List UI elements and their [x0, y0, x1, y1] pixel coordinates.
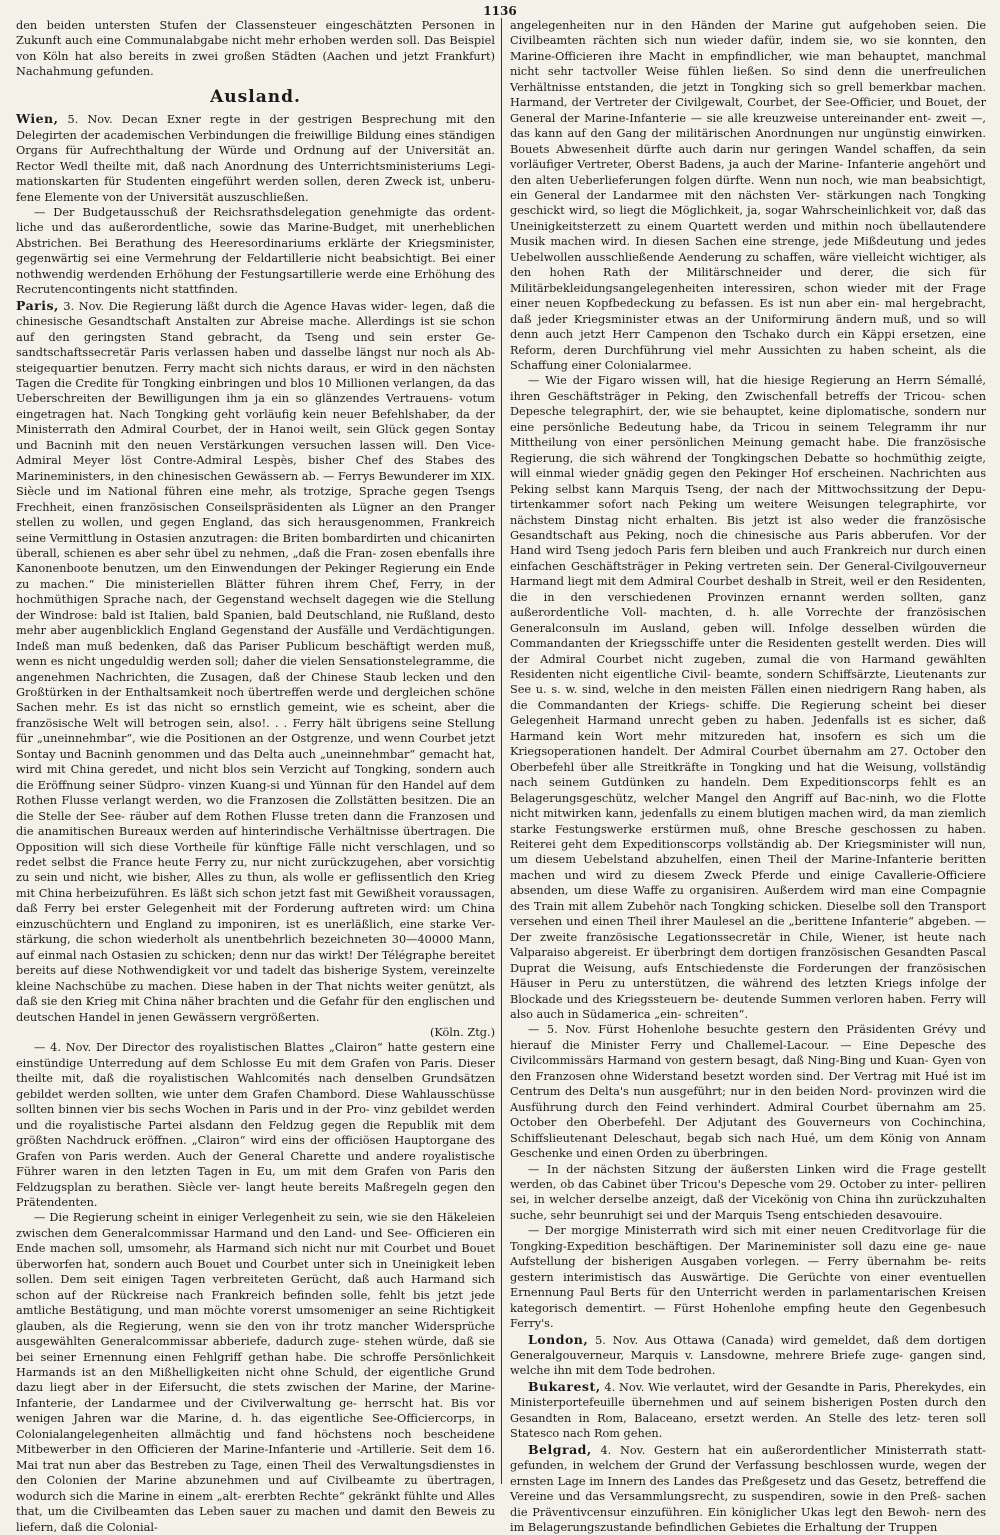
- article-paragraph: [16, 298, 495, 1025]
- columns: [16, 18, 986, 1534]
- article-text: 4. Nov. Gestern hat ein außerordentlicher Ministerrath statt- gefunden, in welchem der Grund der Verfassung beschlossen wurde, wegen der ernsten Lage im Innern des Landes das Preßgesetz und das Gesetz, betreffend die Vereine und das Versammlungsrecht, zu suspendiren, sowie in den Preß- sachen die Präventivcensur einzuführen. Ein königlicher Ukas legt den Bewoh- nern des im Belagerungszustande befindlichen Gebietes die Erhaltung der Truppen: [509, 1443, 986, 1534]
- article-paragraph: — In der nächsten Sitzung der äußersten Linken wird die Frage gestellt werden, ob das Cabinet über Tricou's Depesche vom 29. October zu inter- pelliren sei, in welcher derselbe anzeigt, daß der Vicekönig von China ihn zurückzuhalten suche, sehr beunruhigt sei und der Marquis Tseng entschieden desavouire.: [509, 1162, 986, 1222]
- article-text: 5. Nov. Decan Exner regte in der gestrigen Besprechung mit den Delegirten der academischen Verbindungen die freiwillige Bildung eines ständigen Organs für Aufrechthaltung der Würde und Ordnung auf der Universität an. Rector Wedl theilte mit, daß nach Anordnung des Unterrichtsministeriums Legi- mationskarten für Studenten eingeführt werden sollen, deren Zweck ist, unberu- fene Elemente von der Universität auszuschließen.: [16, 113, 495, 204]
- article-paragraph: den beiden untersten Stufen der Classensteuer eingeschätzten Personen in Zukunft auch eine Communalabgabe nicht mehr erhoben werden soll. Das Beispiel von Köln hat also bereits in zwei großen Städten (Aachen und jetzt Frankfurt) Nachahmung gefunden.: [16, 19, 495, 79]
- page-number: 1136: [483, 4, 517, 18]
- article-text: 5. Nov. Aus Ottawa (Canada) wird gemeldet, daß dem dortigen Generalgouverneur, Marquis v. Lansdowne, mehrere Briefe zuge- gangen sind, welche ihn mit dem Tode bedrohen.: [509, 1333, 986, 1378]
- source-citation: (Köln. Ztg.): [429, 1026, 495, 1039]
- article-paragraph: [510, 1332, 986, 1379]
- article-paragraph: — 4. Nov. Der Director des royalistischen Blattes „Clairon“ hatte gestern eine einstündige Unterredung auf dem Schlosse Eu mit dem Grafen von Paris. Dieser theilte mit, daß die royalistischen Wahlcomités nach denselben Grundsätzen gebildet werden sollten, wie unter dem Grafen Chambord. Diese Wahlausschüsse sollten binnen vier bis sechs Wochen in Paris und in der Pro- vinz gebildet werden und die royalistische Partei alsdann den Feldzug gegen die Republik mit dem größten Nachdruck eröffnen. „Clairon“ wird eins der officiösen Hauptorgane des Grafen von Paris werden. Auch der General Charette und andere royalistische Führer waren in den letzten Tagen in Eu, um mit dem Grafen von Paris den Feldzugsplan zu berathen. Siècle ver- langt heute bereits Maßregeln gegen den Prätendenten.: [16, 1041, 495, 1209]
- article-text: 3. Nov. Die Regierung läßt durch die Agence Havas wider- legen, daß die chinesische Gesandtschaft Anstalten zur Abreise mache. Allerdings ist sie schon auf den geringsten Stand gebracht, da Tseng und sein erster Ge- sandtschaftssecretär Paris verlassen haben und dasselbe längst nur noch als Ab- steigequartier benutzen. Ferry macht sich nichts daraus, er wird in den nächsten Tagen die Credite für Tongking einbringen und blos 10 Millionen verlangen, da das Ueberschreiten der Bewilligungen ihm ja ein so glänzendes Vertrauens- votum eingetragen hat. Nach Tongking geht vorläufig kein neuer Befehlshaber, da der Ministerrath den Admiral Courbet, der in Hanoi weilt, sein Glück gegen Sontay und Bacninh mit den neuen Verstärkungen versuchen lassen will. Den Vice-Admiral Meyer löst Contre-Admiral Lespès, bisher Chef des Stabes des Marineministers, in den chinesischen Gewässern ab. — Ferrys Bewunderer im XIX. Siècle und im National führen eine mehr, als trotzige, Sprache gegen Tsengs Frechheit, einen französischen Conseilspräsidenten als Lügner an den Pranger stellen zu wollen, und gegen England, das sich herausgenommen, Frankreich seine Vermittlung in Ostasien anzutragen: die Briten bombardirten und chicanirten überall, schienen es aber sehr übel zu nehmen, „daß die Fran- zosen ebenfalls ihre Kanonenboote benutzen, um den Einwendungen der Pekinger Regierung ein Ende zu machen.“ Die ministeriellen Blätter führen ihrem Chef, Ferry, in der hochmüthigen Sprache nach, der Gegenstand wechselt dagegen wie die Stellung der Windrose: bald ist Italien, bald Spanien, bald Deutschland, nie Rußland, desto mehr aber augenblicklich England Gegenstand der Ausfälle und Verdächtigungen. Indeß man muß bedenken, daß das Pariser Publicum beschäftigt werden muß, wenn es nicht ungeduldig werden soll; daher die vielen Sensationstelegramme, die angenehmen Nachrichten, die Zusagen, daß der Chinese Staub lecken und den Großtürken in der Enthaltsamkeit noch übertreffen werde und dergleichen schöne Sachen mehr. Es ist das nicht so ernstlich gemeint, wie es scheint, aber die französische Welt will betrogen sein, also!. . . Ferry hält übrigens seine Stellung für „uneinnehmbar“, wie die Positionen an der Ostgrenze, und wenn Courbet jetzt Sontay und Bacninh genommen und das Delta auch „uneinnehmbar“ gemacht hat, wird mit China geredet, und nicht blos sein Verzicht auf Tongking, sondern auch die Eröffnung seiner Südpro- vinzen Kuang-si und Yünnan für den Handel auf dem Rothen Flusse verlangt werden, wo die Franzosen die Zollstätten besitzen. Die an die Stelle der See- räuber auf dem Rothen Flusse treten dann die Franzosen und die anamitischen Bureaux werden auf hinterindische Verhältnisse übertragen. Die Opposition will sich diese Vortheile für künftige Fälle nicht verschlagen, und so redet selbst die France heute Ferry zu, nur nicht zurückzugehen, aber vorsichtig zu sein und nicht, wie bisher, Alles zu thun, als wolle er geflissentlich den Krieg mit China herbeizuführen. Es läßt sich schon jetzt fast mit Gewißheit voraussagen, daß Ferry bei erster Gelegenheit mit der Forderung auftreten wird: um China einzuschüchtern und England zu imponiren, ist es unerläßlich, eine starke Ver- stärkung, die schon wiederholt als unentbehrlich bezeichneten 30—40000 Mann, auf einmal nach Ostasien zu schicken; denn nur das wirkt! Der Télégraphe bereitet bereits auf diese Nothwendigkeit vor und tadelt das bisherige System, vereinzelte kleine Nachschübe zu machen. Diese haben in der That nichts weiter genützt, als daß sie den Krieg mit China näher brachten und die Gefahr für den englischen und deutschen Handel in jenen Gewässern vergrößerten.: [16, 299, 495, 1024]
- left-column: [16, 18, 501, 1534]
- dateline: Bukarest,: [527, 1378, 601, 1394]
- article-paragraph: [510, 1442, 986, 1535]
- article-paragraph: [16, 111, 495, 205]
- section-heading: Ausland.: [210, 86, 301, 107]
- right-column: [501, 18, 986, 1534]
- dateline: Paris,: [16, 297, 59, 313]
- dateline: Wien,: [16, 111, 59, 127]
- article-text: 4. Nov. Wie verlautet, wird der Gesandte in Paris, Pherekydes, ein Ministerportefeuille übernehmen und auf seinem bisherigen Posten durch den Gesandten in Rom, Balaceano, ersetzt werden. An Stelle des letz- teren soll Statesco nach Rom gehen.: [509, 1380, 986, 1441]
- article-paragraph: — Der morgige Ministerrath wird sich mit einer neuen Creditvorlage für die Tongking-Expedition beschäftigen. Der Marineminister soll dazu eine ge- naue Aufstellung der bisherigen Ausgaben vorlegen. — Ferry übernahm be- reits gestern interimistisch das Auswärtige. Die Gerüchte von einer eventuellen Ernennung Paul Berts für den Unterricht werden in parlamentarischen Kreisen kategorisch dementirt. — Fürst Hohenlohe empfing heute den Gegenbesuch Ferry's.: [509, 1224, 986, 1331]
- article-paragraph: — Wie der Figaro wissen will, hat die hiesige Regierung an Herrn Sémallé, ihren Geschäftsträger in Peking, den Zwischenfall betreffs der Tricou- schen Depesche telegraphirt, der, wie sie behauptet, keine diplomatische, sondern nur eine persönliche Bedeutung habe, da Tricou in seinem Telegramm ihr nur Mittheilung von einer persönlichen Meinung gemacht habe. Die französische Regierung, die sich während der Tongkingschen Debatte so hochmüthig zeigte, will einmal wieder gnädig gegen den Pekinger Hof erscheinen. Nachrichten aus Peking selbst kann Marquis Tseng, der nach der Mittwochssitzung der Depu- tirtenkammer sofort nach Peking um weitere Weisungen telegraphirte, vor nächstem Dinstag nicht erhalten. Bis jetzt ist also weder die französische Gesandtschaft aus Peking, noch die chinesische aus Paris abberufen. Vor der Hand wird Tseng jedoch Paris fern bleiben und auch Frankreich nur durch einen einfachen Geschäftsträger in Peking vertreten sein. Der General-Civilgouverneur Harmand liegt mit dem Admiral Courbet deshalb in Streit, weil er den Residenten, die in den verschiedenen Provinzen ernannt werden sollten, ganz außerordentliche Voll- machten, d. h. alle Vorrechte der französischen Generalconsuln im Ausland, geben will. Infolge desselben würden die Commandanten der Kriegsschiffe unter die Residenten gestellt werden. Dies will der Admiral Courbet nicht zugeben, zumal die von Harmand gewählten Residenten nicht eigentliche Civil- beamte, sondern Schiffsärzte, Lieutenants zur See u. s. w. sind, welche in den meisten Fällen einen niedrigern Rang haben, als die Commandanten der Kriegs- schiffe. Die Regierung scheint bei dieser Gelegenheit Harmand unrecht geben zu haben. Jedenfalls ist es sicher, daß Harmand kein Wort mehr mitzureden hat, insofern es sich um die Kriegsoperationen handelt. Der Admiral Courbet übernahm am 27. October den Oberbefehl über alle Streitkräfte in Tongking und hat die Weisung, vollständig nach seinem Gutdünken zu handeln. Dem Expeditionscorps fehlt es an Belagerungsgeschütz, welcher Mangel den Angriff auf Bac-ninh, wo die Flotte nicht mitwirken kann, jedenfalls zu einem blutigen machen wird, da man ziemlich starke Festungswerke erstürmen muß, ohne Bresche geschossen zu haben. Reiterei geht dem Expeditionscorps vollständig ab. Der Kriegsminister will nun, um diesem Uebelstand abzuhelfen, einen Theil der Marine-Infanterie beritten machen und wird zu diesem Zweck Pferde und einige Cavallerie-Officiere absenden, um diese Waffe zu organisiren. Außerdem wird man eine Compagnie des Train mit allem Zubehör nach Tongking schicken. Dieselbe soll den Transport versehen und einen Theil ihrer Maulesel an die „berittene Infanterie“ abgeben. — Der zweite französische Legationssecretär in Chile, Wiener, ist heute nach Valparaiso abgereist. Er überbringt dem dortigen französischen Gesandten Pascal Duprat die Weisung, aufs Entschiedenste die Forderungen der französischen Häuser in Peru zu unterstützen, die während des letzten Kriegs infolge der Blockade und des Kriegssteuern be- deutende Summen verloren haben. Ferry will also auch in Südamerica „ein- schreiten“.: [509, 374, 986, 1021]
- article-paragraph: [510, 1379, 986, 1442]
- dateline: London,: [527, 1331, 589, 1347]
- dateline: Belgrad,: [527, 1441, 592, 1457]
- article-paragraph: angelegenheiten nur in den Händen der Marine gut aufgehoben seien. Die Civilbeamten rächten sich nun wieder dafür, indem sie, wo sie konnten, den Marine-Officieren ihre Macht in empfindlicher, wie man behauptet, manchmal nicht sehr tactvoller Weise fühlen ließen. So sind denn die unerfreulichen Verhältnisse entstanden, die jetzt in Tongking sich so grell bemerkbar machen. Harmand, der Vertreter der Civilgewalt, Courbet, der See-Officier, und Bouet, der General der Marine-Infanterie — sie alle kreuzweise untereinander ent- zweit —, das kann auf den Gang der militärischen Anordnungen nur ungünstig einwirken. Bouets Abwesenheit dürfte auch darin nur geringen Wandel schaffen, da sein vorläufiger Vertreter, Oberst Badens, ja auch der Marine- Infanterie angehört und den alten Ueberlieferungen folgen dürfte. Wenn nun noch, wie man beabsichtigt, ein General der Landarmee mit den nächsten Ver- stärkungen nach Tongking geschickt wird, so liegt die Möglichkeit, ja, sogar Wahrscheinlichkeit vor, daß das Uneinigkeitsterzett zu einem Quartett werden und mithin noch übellautendere Musik machen wird. In diesen Sachen eine strenge, jede Mißdeutung und jedes Uebelwollen ausschließende Aenderung zu schaffen, wäre vielleicht wichtiger, als den hohen Rath der Militärschneider und derer, die sich für Militärbekleidungsangelegenheiten interessiren, schon wieder mit der Frage einer neuen Kopfbedeckung zu befassen. Es ist nun aber ein- mal hergebracht, daß jeder Kriegsminister etwas an der Uniformirung ändern muß, und so will denn auch jetzt Herr Campenon den Tschako durch ein Käppi ersetzen, eine Reform, deren Durchführung viel mehr Aussichten zu haben scheint, als die Schaffung einer Colonialarmee.: [509, 19, 986, 372]
- article-paragraph: — Die Regierung scheint in einiger Verlegenheit zu sein, wie sie den Häkeleien zwischen dem Generalcommissar Harmand und den Land- und See- Officieren ein Ende machen soll, umsomehr, als Harmand sich nicht nur mit Courbet und Bouet überworfen hat, sondern auch Bouet und Courbet unter sich in Uneinigkeit leben sollen. Dem seit einigen Tagen verbreiteten Gerücht, daß auch Harmand sich schon auf der Rückreise nach Frankreich befinden solle, fehlt bis jetzt jede amtliche Bestätigung, und man möchte vorerst umsomeniger an seine Richtigkeit glauben, als die Regierung, wenn sie den von ihr trotz mancher Widersprüche ausgewählten Generalcommissar abberiefe, dadurch zuge- stehen würde, daß sie bei seiner Ernennung einen Fehlgriff gethan habe. Die schroffe Persönlichkeit Harmands ist an den Mißhelligkeiten nicht ohne Schuld, der eigentliche Grund dazu liegt aber in der Eifersucht, die stets zwischen der Marine, der Marine-Infanterie, der Landarmee und der Civilverwaltung ge- herrscht hat. Bis vor wenigen Jahren war die Marine, d. h. das eigentliche See-Officiercorps, in Colonialangelegenheiten allmächtig und fand höchstens noch bescheidene Mitbewerber in den Officieren der Marine-Infanterie und -Artillerie. Seit dem 16. Mai trat nun aber das Bestreben zu Tage, einen Theil des Verwaltungsdienstes in den Colonien der Marine abzunehmen und auf Civilbeamte zu übertragen, wodurch sich die Marine in einem „alt- ererbten Rechte“ gekränkt fühlte und Alles that, um die Civilbeamten das Leben sauer zu machen und damit den Beweis zu liefern, daß die Colonial-: [16, 1211, 495, 1534]
- article-paragraph: — 5. Nov. Fürst Hohenlohe besuchte gestern den Präsidenten Grévy und hierauf die Minister Ferry und Challemel-Lacour. — Eine Depesche des Civilcommissärs Harmand von gestern besagt, daß Ning-Bing und Kuan- Gyen von den Franzosen ohne Widerstand besetzt worden sind. Der Vertrag mit Hué ist im Centrum des Delta's nun ausgeführt; nur in den beiden Nord- provinzen wird die Ausführung durch den Feind verhindert. Admiral Courbet übernahm am 25. October den Oberbefehl. Der Adjutant des Gouverneurs von Cochinchina, Schiffslieutenant Deleschaut, begab sich nach Hué, um dem König von Annam Geschenke und einen Orden zu überbringen.: [509, 1023, 986, 1161]
- article-paragraph: — Der Budgetausschuß der Reichsrathsdelegation genehmigte das ordent- liche und das außerordentliche, sowie das Marine-Budget, mit unerheblichen Abstrichen. Bei Berathung des Heeresordinariums erklärte der Kriegsminister, gegenwärtig sei eine Vermehrung der Feldartillerie nicht beabsichtigt. Bei einer nothwendig werdenden Erhöhung der Festungsartillerie werde eine Erhöhung des Recrutencontingents nicht stattfinden.: [16, 205, 495, 297]
